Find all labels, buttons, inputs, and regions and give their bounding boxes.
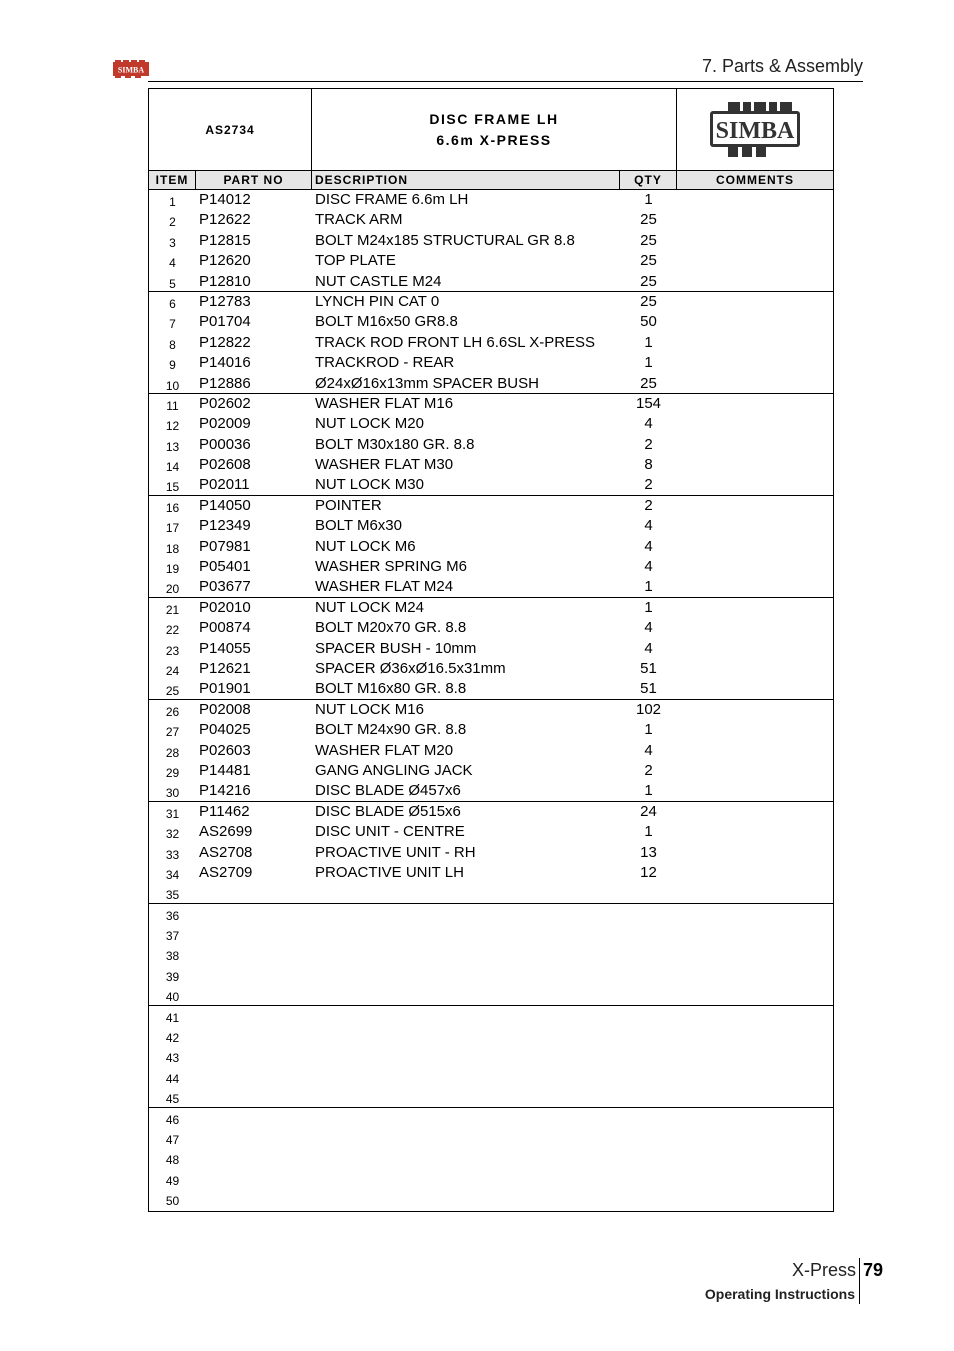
item-number: 47 (165, 1132, 180, 1147)
table-row (149, 1087, 833, 1107)
table-row (149, 231, 833, 251)
part-description: NUT LOCK M24 (315, 598, 424, 616)
part-number: P14055 (199, 639, 251, 657)
part-description: SPACER Ø36xØ16.5x31mm (315, 659, 506, 677)
item-number: 11 (166, 398, 179, 413)
part-quantity: 102 (635, 700, 662, 718)
table-row (149, 802, 833, 822)
part-quantity: 2 (644, 496, 653, 514)
table-row (149, 496, 833, 516)
part-number: P12810 (199, 272, 251, 290)
part-number: P12620 (199, 252, 251, 270)
part-description: NUT CASTLE M24 (315, 272, 442, 290)
part-description: BOLT M16x80 GR. 8.8 (315, 680, 467, 698)
part-description: WASHER FLAT M16 (315, 394, 454, 412)
part-quantity: 25 (640, 211, 657, 229)
part-description: PROACTIVE UNIT LH (315, 863, 464, 881)
part-quantity: 2 (644, 435, 653, 453)
table-row (149, 210, 833, 230)
part-number: P14016 (199, 354, 251, 372)
item-number: 17 (165, 521, 180, 536)
part-quantity: 25 (640, 374, 657, 392)
part-description: DISC BLADE Ø515x6 (315, 802, 461, 820)
part-description: WASHER FLAT M20 (315, 741, 454, 759)
simba-logo-text: SIMBA (715, 118, 795, 144)
part-quantity: 1 (644, 782, 653, 800)
table-row (149, 577, 833, 597)
assembly-number: AS2734 (149, 89, 312, 171)
assembly-title (312, 89, 677, 171)
part-description: DISC UNIT - CENTRE (315, 823, 465, 841)
table-row (149, 843, 833, 863)
item-number: 45 (165, 1092, 180, 1107)
part-number: P01901 (199, 680, 251, 698)
section-title: 7. Parts & Assembly (701, 56, 863, 76)
item-number: 18 (165, 541, 180, 556)
table-row (149, 781, 833, 801)
part-number: P00036 (199, 435, 251, 453)
item-number: 3 (169, 235, 176, 250)
table-row (149, 679, 833, 699)
item-number: 21 (165, 602, 180, 617)
item-number: 22 (165, 623, 180, 638)
item-number: 5 (169, 276, 176, 291)
table-row (149, 190, 833, 210)
item-number: 9 (169, 358, 176, 373)
part-number: P12822 (199, 333, 251, 351)
table-row (149, 1108, 833, 1128)
item-number: 46 (165, 1112, 180, 1127)
part-quantity: 1 (644, 823, 653, 841)
part-quantity: 25 (640, 292, 657, 310)
part-description: BOLT M24x185 STRUCTURAL GR 8.8 (315, 231, 575, 249)
page-number: 79 (863, 1260, 884, 1280)
part-number: P03677 (199, 578, 251, 596)
item-number: 28 (165, 745, 180, 760)
part-number: P02009 (199, 415, 251, 433)
part-number: P12622 (199, 211, 251, 229)
item-number: 14 (165, 460, 180, 475)
part-quantity: 8 (644, 456, 653, 474)
column-header-item: ITEM (149, 171, 196, 190)
item-number: 43 (165, 1051, 180, 1066)
header-logo-text: SIMBA (117, 65, 145, 75)
part-quantity: 4 (644, 741, 653, 759)
part-quantity: 1 (644, 598, 653, 616)
part-quantity: 12 (640, 863, 657, 881)
part-description: POINTER (315, 496, 382, 514)
table-row (149, 516, 833, 536)
table-row (149, 1148, 833, 1168)
part-quantity: 51 (640, 680, 657, 698)
item-number: 27 (165, 725, 180, 740)
item-number: 13 (165, 439, 180, 454)
part-number: P12886 (199, 374, 251, 392)
item-number: 33 (165, 847, 180, 862)
table-row (149, 455, 833, 475)
table-row (149, 761, 833, 781)
parts-sheet (148, 88, 834, 1212)
part-description: BOLT M30x180 GR. 8.8 (315, 435, 475, 453)
part-description: BOLT M16x50 GR8.8 (315, 313, 458, 331)
part-quantity: 50 (640, 313, 657, 331)
item-number: 23 (165, 643, 180, 658)
item-number: 4 (169, 256, 176, 271)
item-number: 37 (165, 929, 180, 944)
item-number: 41 (165, 1010, 180, 1025)
table-row (149, 312, 833, 332)
part-quantity: 1 (644, 721, 653, 739)
table-row (149, 1067, 833, 1087)
item-number: 16 (165, 500, 180, 515)
part-number: P04025 (199, 721, 251, 739)
part-quantity: 4 (644, 517, 653, 535)
part-description: WASHER FLAT M30 (315, 456, 454, 474)
part-number: P12349 (199, 517, 251, 535)
item-number: 40 (165, 990, 180, 1005)
table-row (149, 272, 833, 292)
part-quantity: 51 (640, 659, 657, 677)
table-row (149, 659, 833, 679)
table-row (149, 741, 833, 761)
item-number: 32 (165, 827, 180, 842)
item-number: 44 (165, 1071, 180, 1086)
part-number: P01704 (199, 313, 251, 331)
table-row (149, 333, 833, 353)
part-description: PROACTIVE UNIT - RH (315, 843, 476, 861)
item-number: 10 (165, 378, 180, 393)
part-number: P02602 (199, 394, 251, 412)
part-quantity: 154 (635, 394, 662, 412)
part-description: BOLT M20x70 GR. 8.8 (315, 619, 467, 637)
item-number: 49 (165, 1173, 180, 1188)
part-quantity: 25 (640, 231, 657, 249)
part-number: P02603 (199, 741, 251, 759)
table-row (149, 965, 833, 985)
item-number: 29 (165, 765, 180, 780)
table-row (149, 1026, 833, 1046)
item-number: 36 (165, 908, 180, 923)
part-description: LYNCH PIN CAT 0 (315, 292, 440, 310)
item-number: 26 (165, 704, 180, 719)
table-row (149, 944, 833, 964)
part-quantity: 1 (644, 354, 653, 372)
item-number: 50 (165, 1194, 180, 1209)
simba-logo (677, 89, 833, 171)
table-row (149, 475, 833, 495)
table-row (149, 720, 833, 740)
part-quantity: 4 (644, 558, 653, 576)
table-row (149, 557, 833, 577)
part-number: P05401 (199, 558, 251, 576)
column-header-qty: QTY (620, 171, 677, 190)
assembly-title-line1: DISC FRAME LH (429, 111, 559, 127)
item-number: 48 (165, 1153, 180, 1168)
part-number: AS2699 (199, 823, 253, 841)
table-row (149, 1006, 833, 1026)
part-number: P07981 (199, 537, 251, 555)
part-number: P14216 (199, 782, 251, 800)
item-number: 19 (165, 562, 180, 577)
part-number: P12621 (199, 659, 251, 677)
part-quantity: 1 (644, 191, 653, 208)
item-number: 6 (169, 296, 176, 311)
header-divider (148, 81, 863, 82)
table-row (149, 537, 833, 557)
part-description: NUT LOCK M30 (315, 476, 424, 494)
table-row (149, 1169, 833, 1189)
table-row (149, 924, 833, 944)
item-number: 7 (169, 317, 176, 332)
part-number: AS2708 (199, 843, 253, 861)
table-row (149, 251, 833, 271)
item-number: 35 (165, 888, 180, 903)
item-number: 20 (165, 582, 180, 597)
item-number: 34 (165, 867, 180, 882)
part-number: P02608 (199, 456, 251, 474)
table-row (149, 863, 833, 883)
column-header-description: DESCRIPTION (312, 171, 620, 190)
part-description: TRACK ROD FRONT LH 6.6SL X-PRESS (315, 333, 596, 351)
part-number: P02010 (199, 598, 251, 616)
column-header-comments: COMMENTS (716, 173, 794, 187)
part-number: AS2709 (199, 863, 253, 881)
table-row (149, 394, 833, 414)
table-row (149, 985, 833, 1005)
table-row (149, 1128, 833, 1148)
part-description: NUT LOCK M6 (315, 537, 416, 555)
table-row (149, 414, 833, 434)
part-description: DISC BLADE Ø457x6 (315, 782, 461, 800)
table-row (149, 598, 833, 618)
table-row (149, 822, 833, 842)
part-number: P14050 (199, 496, 251, 514)
item-number: 30 (165, 786, 180, 801)
assembly-title-line2: 6.6m X-PRESS (436, 132, 552, 148)
item-number: 38 (165, 949, 180, 964)
parts-table-body (149, 190, 833, 1210)
part-number: P00874 (199, 619, 251, 637)
item-number: 15 (165, 480, 180, 495)
part-quantity: 4 (644, 415, 653, 433)
part-description: NUT LOCK M20 (315, 415, 424, 433)
footer-divider (859, 1258, 860, 1304)
part-quantity: 4 (644, 537, 653, 555)
item-number: 31 (165, 806, 180, 821)
item-number: 2 (169, 215, 176, 230)
item-number: 42 (165, 1031, 180, 1046)
part-description: BOLT M24x90 GR. 8.8 (315, 721, 467, 739)
part-description: TRACKROD - REAR (315, 354, 455, 372)
part-description: TRACK ARM (315, 211, 403, 229)
part-number: P12783 (199, 292, 251, 310)
part-number: P14481 (199, 761, 251, 779)
part-description: BOLT M6x30 (315, 517, 402, 535)
part-number: P12815 (199, 231, 251, 249)
part-quantity: 1 (644, 333, 653, 351)
table-row (149, 1189, 833, 1209)
part-quantity: 2 (644, 476, 653, 494)
table-row (149, 883, 833, 903)
table-row (149, 639, 833, 659)
part-description: WASHER FLAT M24 (315, 578, 454, 596)
part-description: DISC FRAME 6.6m LH (315, 191, 469, 208)
part-description: NUT LOCK M16 (315, 700, 424, 718)
footer-subtitle: Operating Instructions (704, 1286, 855, 1302)
table-row (149, 700, 833, 720)
table-row (149, 292, 833, 312)
part-quantity: 25 (640, 252, 657, 270)
item-number: 24 (165, 663, 180, 678)
part-number: P02011 (199, 476, 250, 494)
item-number: 8 (169, 337, 176, 352)
item-number: 1 (169, 195, 176, 209)
table-row (149, 1046, 833, 1066)
table-row (149, 618, 833, 638)
part-description: GANG ANGLING JACK (315, 761, 473, 779)
column-header-part-no: PART NO (196, 171, 312, 190)
part-number: P14012 (199, 191, 251, 208)
part-quantity: 25 (640, 272, 657, 290)
column-header-row (149, 171, 833, 190)
part-description: TOP PLATE (315, 252, 396, 270)
part-number: P11462 (199, 802, 250, 820)
part-description: WASHER SPRING M6 (315, 558, 467, 576)
part-description: Ø24xØ16x13mm SPACER BUSH (315, 374, 539, 392)
part-quantity: 13 (640, 843, 657, 861)
item-number: 12 (165, 419, 180, 434)
table-row (149, 374, 833, 394)
title-block (149, 89, 833, 171)
table-row (149, 353, 833, 373)
part-quantity: 4 (644, 639, 653, 657)
item-number: 39 (165, 969, 180, 984)
part-quantity: 2 (644, 761, 653, 779)
item-number: 25 (165, 684, 180, 699)
footer-product-name: X-Press (791, 1260, 856, 1280)
part-quantity: 1 (644, 578, 653, 596)
part-number: P02008 (199, 700, 251, 718)
table-row (149, 904, 833, 924)
part-quantity: 24 (640, 802, 657, 820)
part-description: SPACER BUSH - 10mm (315, 639, 477, 657)
simba-header-logo (113, 60, 149, 78)
part-quantity: 4 (644, 619, 653, 637)
table-row (149, 435, 833, 455)
